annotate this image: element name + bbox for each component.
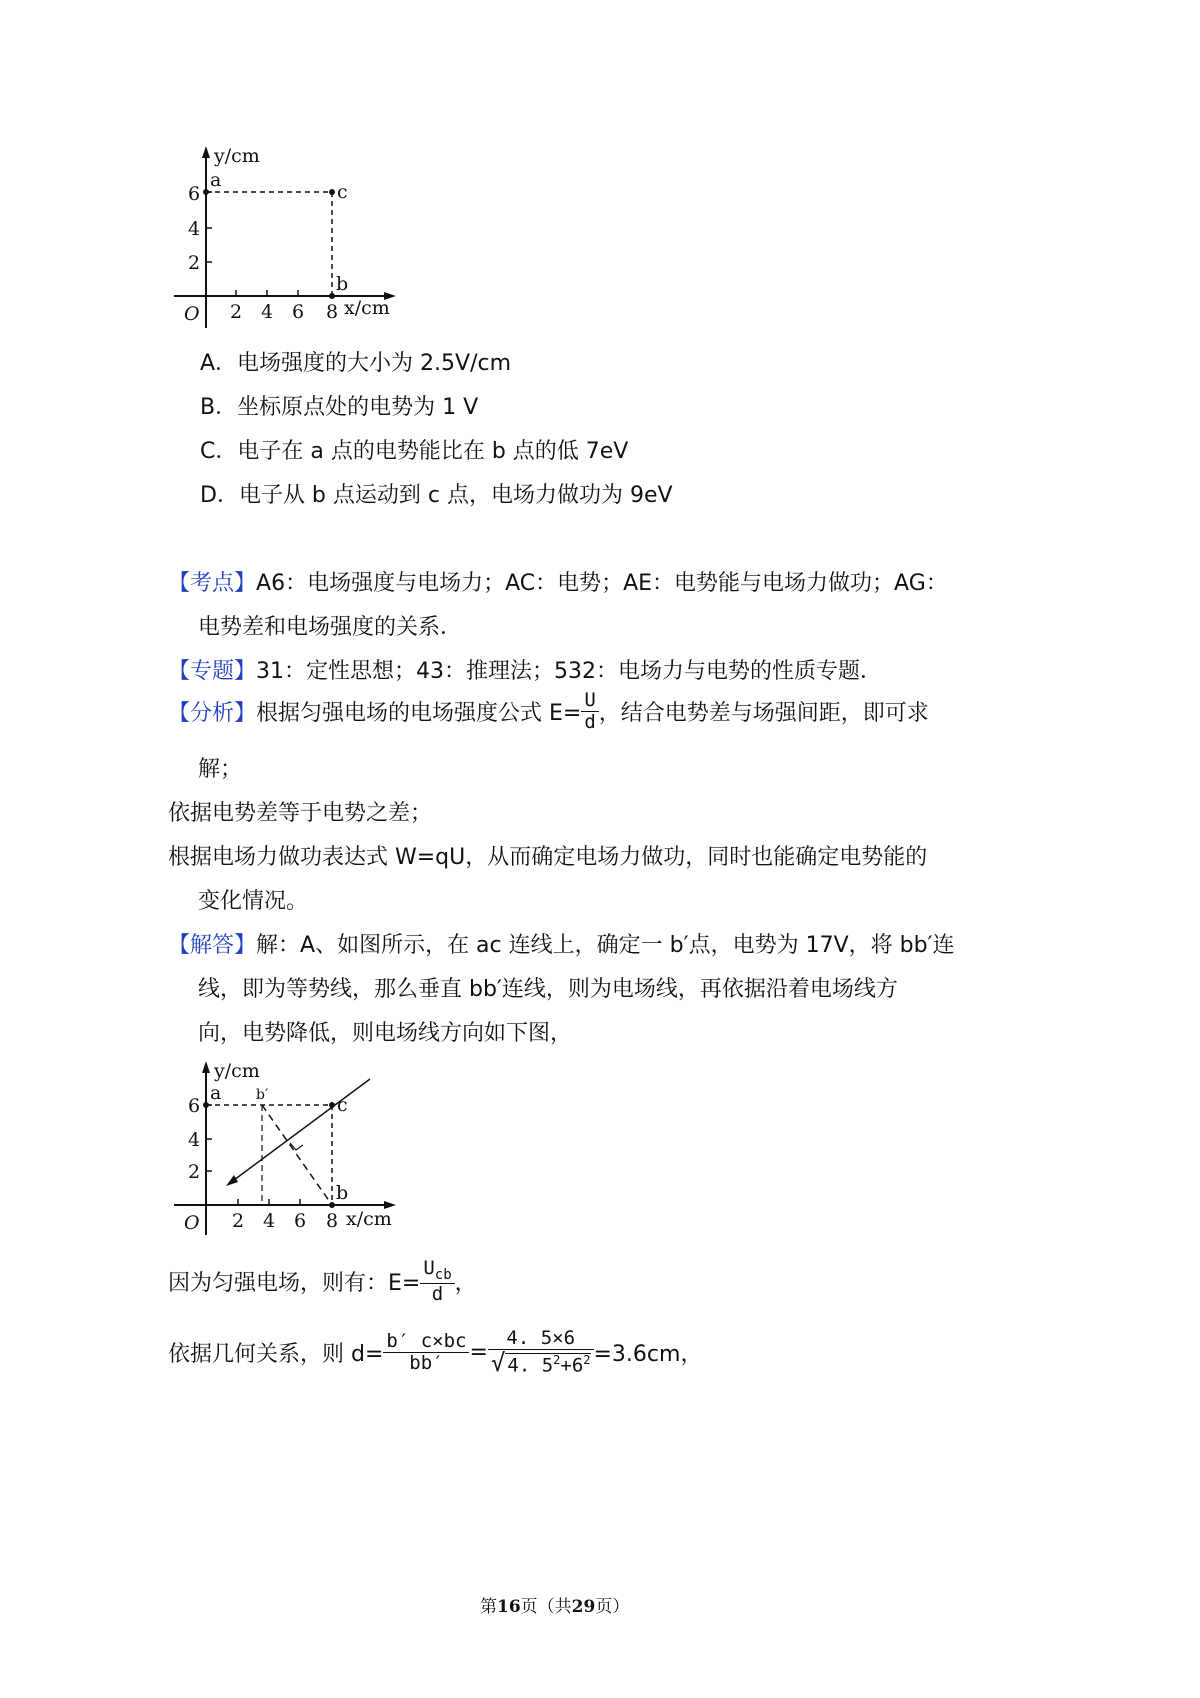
x-tick-4: 4 [263,1210,276,1232]
figure-coordinate-plot-2 [170,1055,400,1245]
fenxi-text-before: 根据匀强电场的电场强度公式 E= [256,700,582,726]
x-axis-label: x/cm [346,1208,392,1230]
point-b-label: b [336,273,349,295]
footer-total-pages: 29 [571,1597,596,1617]
option-b: B．坐标原点处的电势为 1 V [200,395,479,420]
zhuanti-tag: 【专题】 [168,659,257,684]
numerator-subscript: cb [434,1266,452,1283]
x-tick-2: 2 [232,1210,245,1232]
jieda-line3: 向，电势降低，则电场线方向如下图， [198,1021,573,1046]
y-tick-2: 2 [188,252,201,274]
sqrt-term-b: +6 [560,1353,584,1376]
option-d: D．电子从 b 点运动到 c 点，电场力做功为 9eV [200,483,673,508]
fraction2-numerator: 4. 5×6 [506,1327,576,1349]
jieda-line1 [168,928,955,959]
jieda-tag: 【解答】 [168,933,257,958]
y-tick-4: 4 [188,1129,201,1151]
footer-suffix: 页） [595,1597,630,1617]
fenxi-line4: 根据电场力做功表达式 W=qU，从而确定电场力做功，同时也能确定电势能的 [168,845,928,870]
point-a-label: a [210,169,222,191]
point-b-label: b [336,1182,349,1204]
x-tick-4: 4 [261,301,274,323]
fraction-bprime-c-bc-over-bbprime [383,1331,469,1374]
fraction-4.5x6-over-sqrt [488,1328,594,1376]
kaodian-line2: 电势差和电场强度的关系． [198,615,463,640]
point-a-label: a [210,1082,222,1104]
fraction-ucb-over-d [420,1258,454,1305]
x-tick-2: 2 [230,301,243,323]
point-c-label: c [337,181,348,203]
jieda-line2: 线，即为等势线，那么垂直 bb′连线，则为电场线，再依据沿着电场线方 [198,977,898,1002]
footer-middle: 页（共 [520,1597,572,1617]
fraction-u-over-d [581,690,598,733]
fenxi-line2: 解； [198,757,243,782]
figure-coordinate-plot-1 [170,140,400,340]
fraction-numerator [420,1258,454,1283]
eq2-equals: = [469,1339,488,1365]
sqrt-symbol-icon: √ [490,1348,506,1377]
fraction-denominator: d [581,711,598,733]
numerator-u: U [423,1257,435,1279]
eq1-text-after: ， [454,1271,477,1297]
point-c-label: c [337,1094,348,1116]
fraction-denominator: d [420,1283,454,1305]
kaodian-tag: 【考点】 [168,571,257,596]
y-axis-label: y/cm [214,1060,260,1082]
zhuanti-line [168,654,882,685]
point-bprime-label: b′ [256,1087,269,1103]
y-axis-label: y/cm [214,145,260,167]
y-tick-4: 4 [188,218,201,240]
equation-2 [168,1328,702,1376]
y-tick-6: 6 [188,183,201,205]
page-footer [480,1592,629,1617]
fenxi-tag: 【分析】 [168,700,257,726]
x-axis-label: x/cm [344,297,390,319]
x-tick-6: 6 [294,1210,307,1232]
footer-prefix: 第 [480,1597,497,1617]
jieda-text1: 解：A、如图所示，在 ac 连线上，确定一 b′点，电势为 17V，将 bb′连 [256,933,955,958]
fenxi-line1 [168,690,929,733]
y-tick-6: 6 [188,1095,201,1117]
fenxi-text-after: ，结合电势差与场强间距，即可求 [598,700,929,726]
fenxi-line3: 依据电势差等于电势之差； [168,801,433,826]
x-tick-6: 6 [292,301,305,323]
origin-label: O [184,1212,200,1234]
eq2-text-before: 依据几何关系，则 d= [168,1341,384,1367]
kaodian-text1: A6：电场强度与电场力；AC：电势；AE：电势能与电场力做功；AG： [256,571,948,596]
eq1-text-before: 因为匀强电场，则有：E= [168,1271,421,1297]
origin-label: O [184,303,200,325]
sqrt-term-a: 4. 5 [507,1353,554,1376]
x-tick-8: 8 [326,1210,339,1232]
option-a: A．电场强度的大小为 2.5V/cm [200,351,512,376]
equation-1 [168,1258,477,1305]
fraction1-numerator: b′ c×bc [386,1329,467,1352]
exponent-a: 2 [553,1352,561,1367]
kaodian-line1 [168,566,948,597]
fraction-numerator: U [584,689,596,711]
x-tick-8: 8 [326,301,339,323]
fenxi-line5: 变化情况。 [198,889,309,914]
y-tick-2: 2 [188,1161,201,1183]
option-c: C．电子在 a 点的电势能比在 b 点的低 7eV [200,439,629,464]
zhuanti-text: 31：定性思想；43：推理法；532：电场力与电势的性质专题． [256,659,882,684]
fraction1-denominator: bb′ [383,1352,469,1374]
footer-page-number: 16 [497,1597,521,1617]
fraction2-denominator [488,1349,594,1376]
sqrt-content [505,1353,590,1376]
exponent-b: 2 [583,1352,591,1367]
eq2-text-after: =3.6cm， [593,1341,703,1367]
